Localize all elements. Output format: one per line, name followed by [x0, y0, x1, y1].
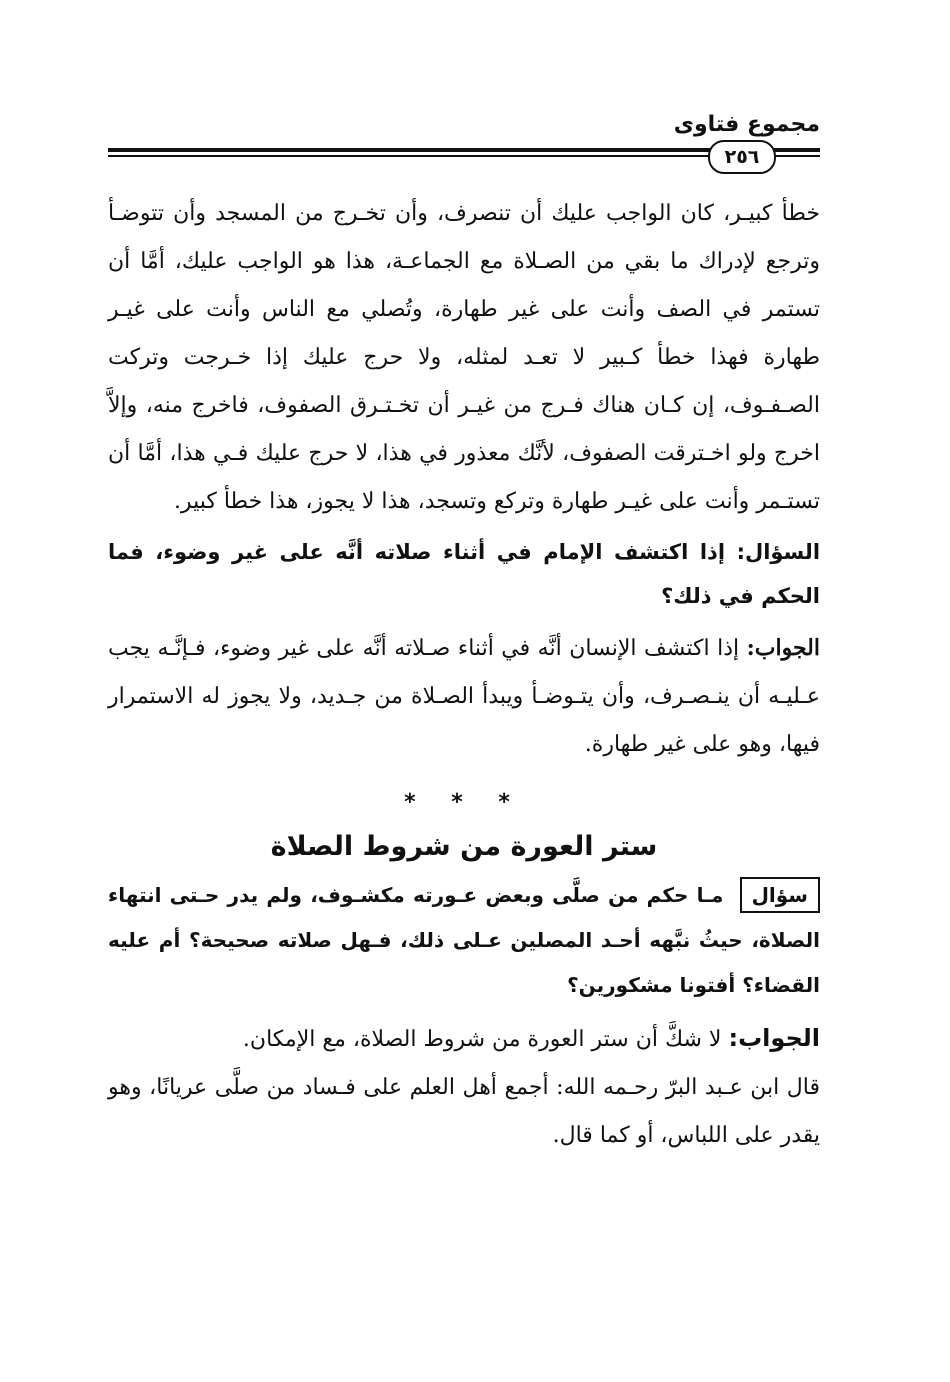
- answer-2-label: الجواب:: [728, 1024, 820, 1052]
- question-2-label: سؤال: [740, 877, 820, 913]
- answer-2-text: لا شكَّ أن ستر العورة من شروط الصلاة، مع الإمكان.: [242, 1027, 722, 1052]
- question-2-text: مـا حكم من صلَّى وبعض عـورته مكشـوف، ولم يدر حـتى انتهاء الصلاة، حيثُ نبَّهه أحـد المصلين عـلى ذلك، فـهل صلاته صحيحة؟ أم عليه القضاء؟ أفتونا مشكورين؟: [108, 883, 820, 997]
- quote-ibn-abd-albarr: قال ابن عـبد البرّ رحـمه الله: أجمع أهل العلم على فـساد من صلَّى عريانًا، وهو يقدر على اللباس، أو كما قال.: [108, 1075, 820, 1148]
- section-title: ستر العورة من شروط الصلاة: [270, 831, 658, 862]
- book-title: مجموع فتاوى: [673, 112, 820, 137]
- running-header: [108, 112, 820, 182]
- page-number: ٢٥٦: [708, 140, 776, 174]
- answer-1: [108, 624, 820, 769]
- answer-1-label: الجواب:: [746, 635, 820, 661]
- question-1-text: إذا اكتشف الإمام في أثناء صلاته أنَّه على غير وضوء، فما الحكم في ذلك؟: [108, 540, 820, 608]
- question-1-label: السؤال:: [736, 540, 821, 564]
- paragraph-continuation: خطأ كبيـر، كان الواجب عليك أن تنصرف، وأن تخـرج من المسجد وأن تتوضـأ وترجع لإدراك ما بقي من الصـلاة مع الجماعـة، هذا هو الواجب عليك، أمَّا أن تستمر في الصف وأنت على غير طهارة، وتُصلي مع الناس وأنت على غيـر طهارة فهذا خطأ كـبير لا تعـد لمثله، ولا حرج عليك إذا خـرجت وتركت الصـفـوف، إن كـان هناك فـرج من غيـر أن تخـتـرق الصفوف، فاخرج منه، وإلاَّ اخرج ولو اخـترقت الصفوف، لأنَّك معذور في هذا، لا حرج عليك فـي هذا، أمَّا أن تستـمر وأنت على غيـر طهارة وتركع وتسجد، هذا لا يجوز، هذا خطأ كبير.: [108, 201, 820, 514]
- answer-2: [108, 1014, 820, 1064]
- section-separator: * * *: [404, 790, 524, 815]
- question-2: [108, 873, 820, 1008]
- answer-1-text: إذا اكتشف الإنسان أنَّه في أثناء صـلاته أنَّه على غير وضوء، فـإنَّـه يجب عـليـه أن ينـصـرف، وأن يتـوضـأ ويبدأ الصـلاة من جـديد، ولا يجوز له الاستمرار فيها، وهو على غير طهارة.: [108, 636, 820, 757]
- page-body: [108, 190, 820, 1160]
- question-1: [108, 530, 820, 618]
